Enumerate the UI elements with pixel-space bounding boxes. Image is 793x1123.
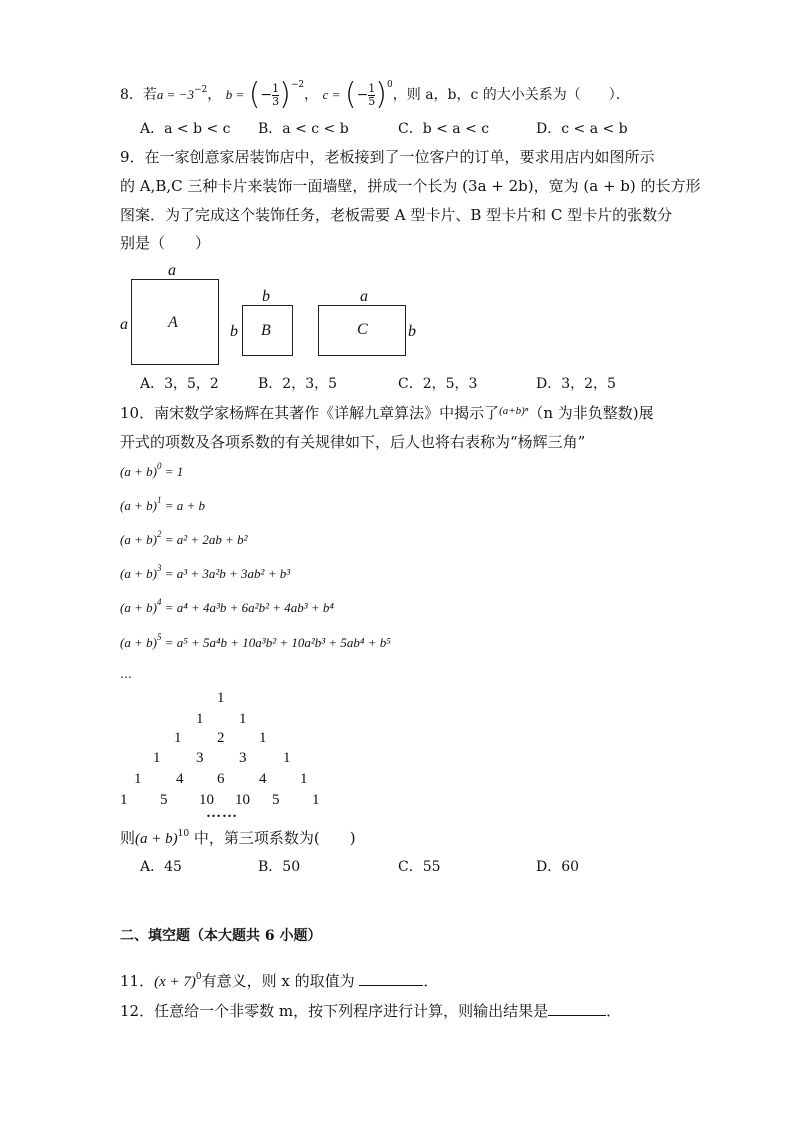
q8-c-exp: 0 (387, 80, 393, 90)
q8-option-c[interactable]: C．b < a < c (398, 121, 490, 137)
q8-c-def: c = (322, 87, 341, 102)
triangle-cell: 1 (134, 771, 142, 787)
section-2-title: 二、填空题（本大题共 6 小题） (120, 928, 322, 944)
triangle-cell: 1 (153, 750, 161, 766)
triangle-cell: 1 (300, 771, 308, 787)
triangle-cell: 3 (239, 750, 247, 766)
q10-option-d[interactable]: D．60 (536, 859, 580, 875)
card-b-top-label: b (262, 288, 270, 305)
expansion-row: $(a + b)^4 = a^4 + 4a^3b + 6a^2b^2 + 4ab^3 + b^4$ (120, 597, 334, 615)
expansion-ellipsis: … (120, 667, 132, 681)
card-a-label: A (168, 314, 178, 331)
triangle-cell: 3 (196, 750, 204, 766)
q11-stem: 11．$(x + 7)^0$有意义，则 x 的取值为 ． (120, 972, 439, 990)
q9-line-3: 图案．为了完成这个装饰任务，老板需要 A 型卡片、B 型卡片和 C 型卡片的张数分 (120, 206, 673, 224)
q10-question: 则$(a + b)^{10}$ 中，第三项系数为( ) (120, 829, 356, 847)
triangle-cell: 1 (217, 690, 225, 706)
expansion-row: $(a + b)^2 = a^2 + 2ab + b^2$ (120, 529, 248, 547)
q8-prefix: 若 (142, 87, 157, 103)
q8-b-def: b = (225, 87, 245, 102)
q9-option-b[interactable]: B．2，3，5 (258, 376, 338, 392)
card-a-top-label: a (168, 262, 176, 279)
q8-suffix: ，则 a，b，c 的大小关系为（ ）． (392, 87, 630, 103)
card-c-side-label: b (408, 323, 416, 340)
q8-option-b[interactable]: B．a < c < b (258, 121, 349, 137)
triangle-dots: …… (206, 805, 238, 821)
triangle-cell: 1 (312, 792, 320, 808)
q9-line-2: 的 A,B,C 三种卡片来装饰一面墙壁，拼成一个长为 (3a + 2b)，宽为 (a + b) 的长方形 (120, 177, 701, 195)
triangle-cell: 1 (259, 730, 267, 746)
q12-answer-blank[interactable] (548, 1003, 606, 1016)
q10-option-c[interactable]: C．55 (398, 859, 441, 875)
triangle-cell: 5 (160, 792, 168, 808)
q9-option-c[interactable]: C．2，5，3 (398, 376, 478, 392)
triangle-cell: 6 (217, 771, 225, 787)
triangle-cell: 4 (176, 771, 184, 787)
card-a-side-label: a (120, 316, 128, 333)
expansion-row: $(a + b)^5 = a^5 + 5a^4b + 10a^3b^2 + 10a^2b^3 + 5ab^4 + b^5$ (120, 632, 391, 650)
q11-answer-blank[interactable] (359, 973, 423, 986)
triangle-cell: 1 (239, 711, 247, 727)
triangle-cell: 1 (174, 730, 182, 746)
q8-a-def: a = −3 (156, 87, 194, 102)
q8-stem: 8．若$a = -3^{-2}$， b = (− $\frac{1}{3}$ )$^{-2}$， c = (− $\frac{1}{5}$ )$^0$，则 a，b，c 的大小关系为（ ）． (120, 77, 630, 112)
q8-option-a[interactable]: A．a < b < c (140, 121, 231, 137)
card-c-label: C (357, 321, 368, 338)
q10-line-2: 开式的项数及各项系数的有关规律如下，后人也将右表称为“杨辉三角” (120, 433, 586, 451)
q8-c-fraction: $\frac{1}{5}$ (368, 81, 376, 108)
q8-number: 8． (120, 87, 143, 103)
q10-line-1: 10．南宋数学家杨辉在其著作《详解九章算法》中揭示了$^{(a+b)^n}$（n 为非负整数)展 (120, 404, 654, 422)
card-b-side-label: b (230, 323, 238, 340)
q9-option-d[interactable]: D．3，2，5 (536, 376, 616, 392)
triangle-cell: 1 (283, 750, 291, 766)
q8-a-exp: −2 (193, 85, 208, 95)
q12-stem: 12．任意给一个非零数 m，按下列程序进行计算，则输出结果是 ． (120, 1002, 622, 1020)
triangle-cell: 10 (199, 792, 214, 808)
q8-option-d[interactable]: D．c < a < b (536, 121, 628, 137)
triangle-cell: 1 (196, 711, 204, 727)
triangle-cell: 2 (217, 730, 225, 746)
card-b-label: B (261, 322, 271, 339)
q10-binomial: (a+b)ⁿ (499, 405, 529, 417)
q9-line-4: 别是（ ） (120, 234, 211, 252)
expansion-row: $(a + b)^0 = 1$ (120, 461, 184, 479)
q10-option-a[interactable]: A．45 (140, 859, 182, 875)
q9-option-a[interactable]: A．3，5，2 (140, 376, 219, 392)
q10-option-b[interactable]: B．50 (258, 859, 301, 875)
q8-b-exp: −2 (290, 80, 305, 90)
q9-line-1: 9．在一家创意家居装饰店中，老板接到了一位客户的订单，要求用店内如图所示 (120, 148, 655, 166)
q8-b-fraction: $\frac{1}{3}$ (272, 81, 280, 108)
card-c-top-label: a (360, 288, 368, 305)
expansion-row: $(a + b)^3 = a^3 + 3a^2b + 3ab^2 + b^3$ (120, 563, 291, 581)
triangle-cell: 10 (235, 792, 250, 808)
triangle-cell: 1 (120, 792, 128, 808)
triangle-cell: 5 (272, 792, 280, 808)
triangle-cell: 4 (259, 771, 267, 787)
expansion-row: $(a + b)^1 = a + b$ (120, 495, 205, 513)
